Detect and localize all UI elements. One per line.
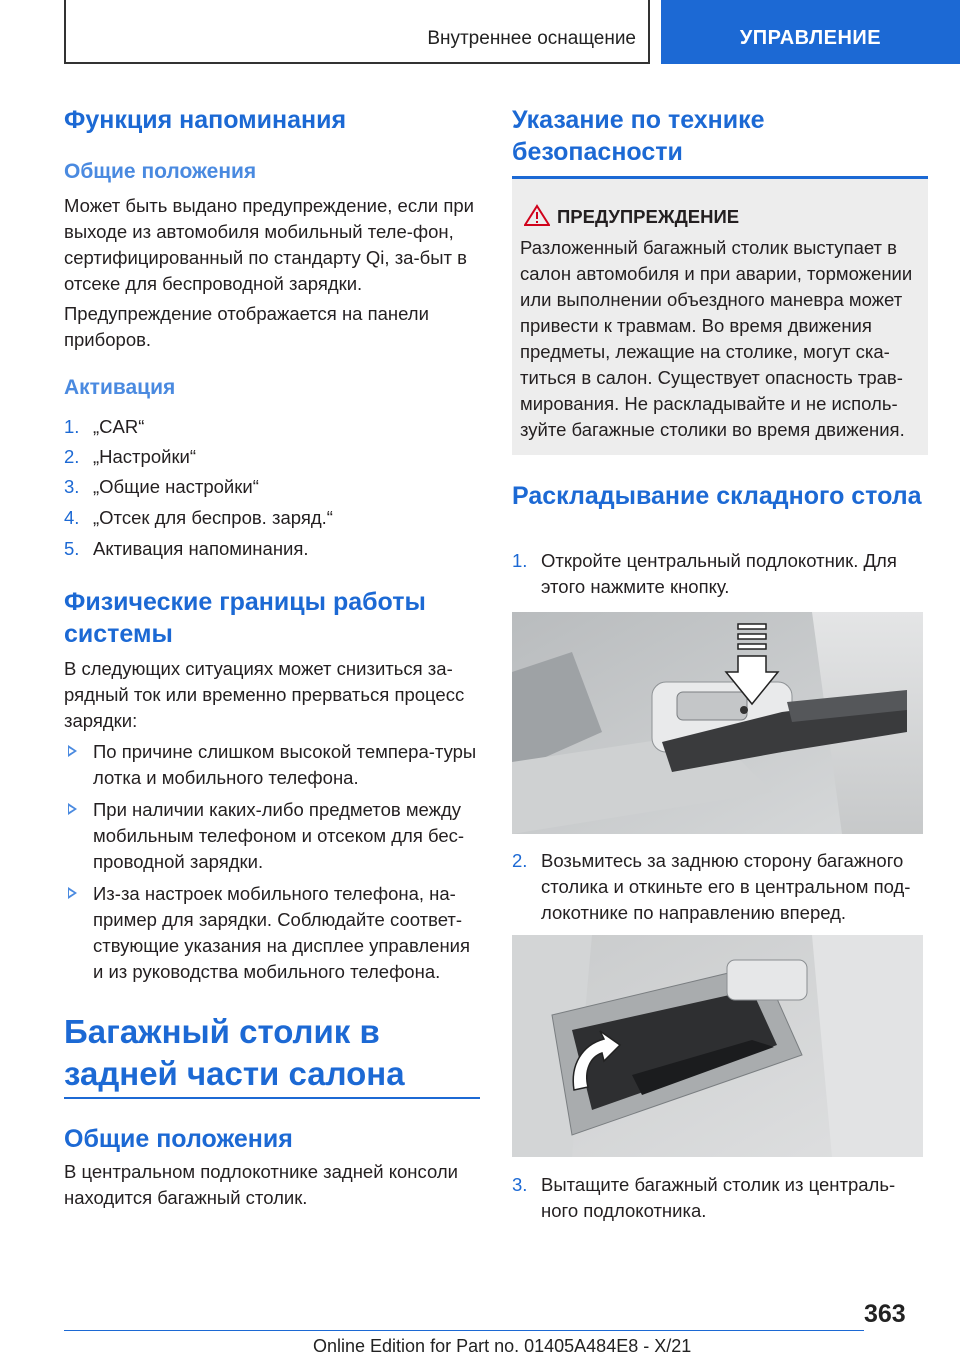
step-text: Активация напоминания.	[93, 538, 309, 559]
footer-edition: Online Edition for Part no. 01405A484E8 - X/21	[313, 1336, 692, 1356]
table-general-heading: Общие положения	[64, 1125, 293, 1153]
table-section-heading: Багажный столик в задней части салона	[64, 1013, 405, 1092]
armrest-button-photo	[512, 612, 923, 834]
general-paragraph-2: Предупреждение отображается на панели приборов.	[64, 303, 429, 350]
table-general-paragraph: В центральном подлокотнике задней консоли находится багажный столик.	[64, 1161, 458, 1208]
compartment-illustration	[512, 935, 923, 1157]
header-chapter-tab: УПРАВЛЕНИЕ	[661, 0, 960, 64]
step-number: 3.	[512, 1174, 528, 1195]
step-number: 4.	[64, 507, 80, 528]
triangle-bullet-icon	[68, 745, 77, 757]
step-number: 2.	[64, 446, 80, 467]
table-compartment-photo	[512, 935, 923, 1157]
safety-heading: Указание по технике безопасности	[512, 106, 765, 166]
step-text: Откройте центральный подлокотник. Для этого нажмите кнопку.	[541, 550, 897, 597]
bullet-text: По причине слишком высокой темпера-туры лотка и мобильного телефона.	[93, 741, 477, 788]
unfold-heading: Раскладывание складного стола	[512, 482, 922, 510]
warning-text: Разложенный багажный столик выступает в салон автомобиля и при аварии, торможении или выполнении объездного маневра может привести к травмам. Во время движения предметы, лежащие на столике, могут ска-титься в салон. Существует опасность трав-мирования. Не раскладывайте и не исполь-зуйте багажные столики во время движения.	[520, 237, 913, 440]
step-number: 2.	[512, 850, 528, 871]
footer-divider	[64, 1330, 864, 1331]
bullet-text: При наличии каких-либо предметов между мобильным телефоном и отсеком для бес-проводной зарядки.	[93, 799, 465, 872]
bullet-text: Из-за настроек мобильного телефона, на-пример для зарядки. Соблюдайте соответ-ствующие указания на дисплее управления и из руководства мобильного телефона.	[93, 883, 471, 982]
page-number: 363	[864, 1300, 906, 1328]
step-text: „Настройки“	[93, 446, 197, 467]
step-text: Возьмитесь за заднюю сторону багажного столика и откиньте его в центральном под-локотнике по направлению вперед.	[541, 850, 911, 923]
general-paragraph-1: Может быть выдано предупреждение, если при выходе из автомобиля мобильный теле-фон, сертифицированный по стандарту Qi, за-быт в отсеке для беспроводной зарядки.	[64, 195, 475, 294]
limits-heading: Физические границы работы системы	[64, 588, 426, 648]
step-number: 3.	[64, 476, 80, 497]
triangle-bullet-icon	[68, 803, 77, 815]
warning-label: ПРЕДУПРЕЖДЕНИЕ	[557, 206, 740, 227]
step-number: 1.	[512, 550, 528, 571]
step-number: 1.	[64, 416, 80, 437]
limits-paragraph: В следующих ситуациях может снизиться за-рядный ток или временно прерваться процесс зарядки:	[64, 658, 465, 731]
step-text: Вытащите багажный столик из централь-ного подлокотника.	[541, 1174, 896, 1221]
warning-triangle-icon	[524, 204, 550, 227]
reminder-heading: Функция напоминания	[64, 106, 347, 134]
section-divider	[64, 1097, 480, 1099]
step-text: „CAR“	[93, 416, 145, 437]
header-section-title: Внутреннее оснащение	[427, 28, 636, 49]
armrest-illustration	[512, 612, 923, 834]
general-subheading: Общие положения	[64, 160, 257, 183]
triangle-bullet-icon	[68, 887, 77, 899]
step-number: 5.	[64, 538, 80, 559]
warning-box	[512, 176, 928, 455]
activation-subheading: Активация	[64, 376, 176, 399]
step-text: „Общие настройки“	[93, 476, 259, 497]
step-text: „Отсек для беспров. заряд.“	[93, 507, 333, 528]
